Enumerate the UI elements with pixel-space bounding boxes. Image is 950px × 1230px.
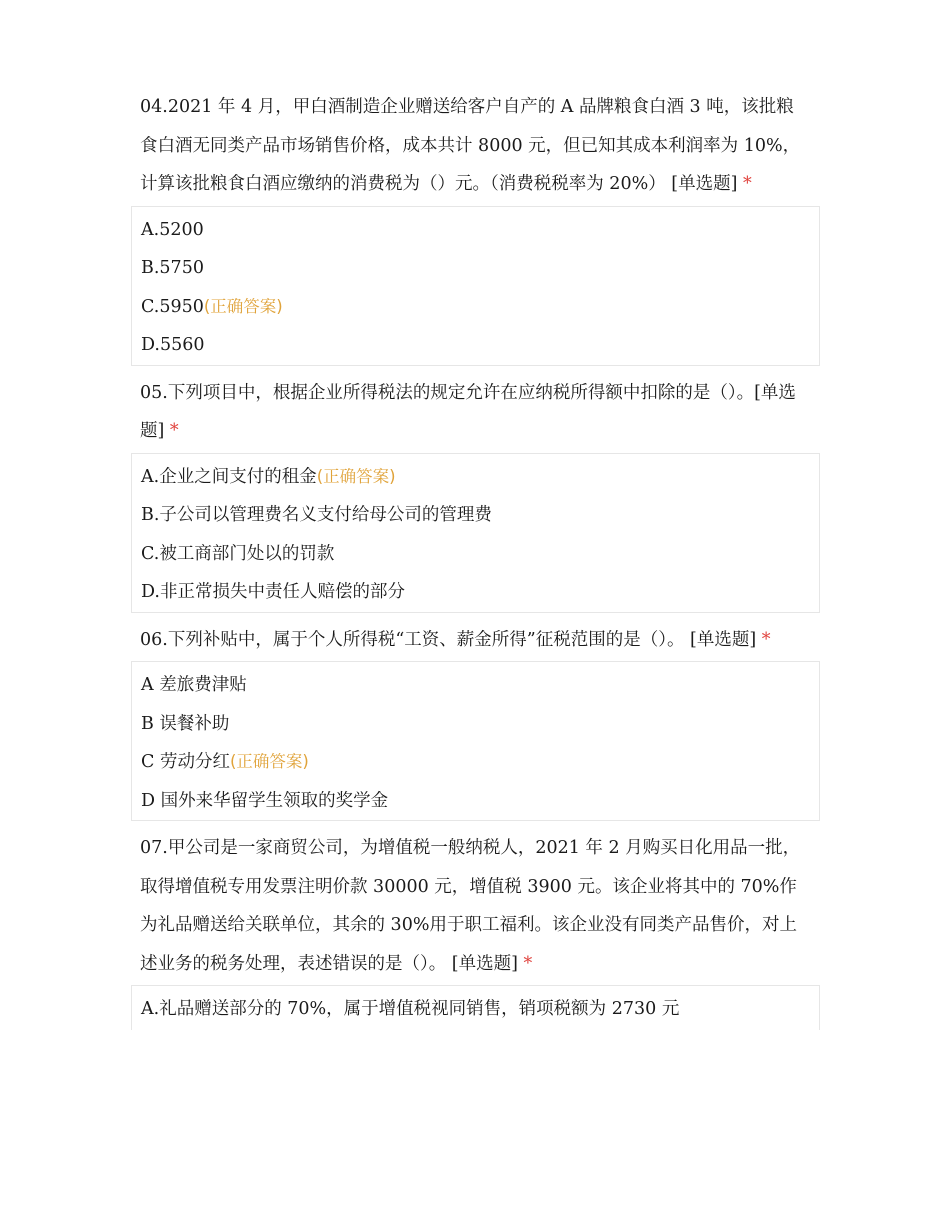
correct-answer-mark: (正确答案) xyxy=(203,296,283,316)
options-box xyxy=(131,453,820,613)
option-d[interactable]: D.5560 xyxy=(141,335,205,355)
option-c[interactable]: C.被工商部门处以的罚款 xyxy=(141,543,335,564)
question-block xyxy=(131,621,820,822)
options-box xyxy=(131,206,820,366)
option-a[interactable]: A.礼品赠送部分的 70%，属于增值税视同销售，销项税额为 2730 元 xyxy=(141,999,680,1019)
options-box xyxy=(131,661,820,821)
option-b[interactable]: B.子公司以管理费名义支付给母公司的管理费 xyxy=(141,505,492,525)
option-a[interactable]: A.5200 xyxy=(141,219,204,240)
option-b[interactable]: B 误餐补助 xyxy=(141,713,230,734)
options-box xyxy=(131,985,820,1030)
option-d[interactable]: D.非正常损失中责任人赔偿的部分 xyxy=(141,582,405,602)
correct-answer-mark: (正确答案) xyxy=(229,752,309,771)
required-mark: * xyxy=(743,174,752,194)
question-text: 05.下列项目中，根据企业所得税法的规定允许在应纳税所得额中扣除的是（）。[单选题] * xyxy=(140,382,796,441)
option-b[interactable]: B.5750 xyxy=(141,258,204,278)
question-block xyxy=(131,88,820,366)
question-list xyxy=(131,88,820,1030)
option-c[interactable]: C.5950(正确答案) xyxy=(141,296,283,317)
required-mark: * xyxy=(761,629,771,650)
option-c[interactable]: C 劳动分红(正确答案) xyxy=(141,752,309,772)
question-block xyxy=(131,829,820,1030)
required-mark: * xyxy=(523,953,533,974)
question-block xyxy=(131,374,820,613)
option-a[interactable]: A.企业之间支付的租金(正确答案) xyxy=(141,466,396,487)
question-text: 06.下列补贴中，属于个人所得税“工资、薪金所得”征税范围的是（）。 [单选题] * xyxy=(140,629,771,650)
question-text: 07.甲公司是一家商贸公司，为增值税一般纳税人，2021 年 2 月购买日化用品一批，取得增值税专用发票注明价款 30000 元，增值税 3900 元。该企业将其中的 70%作为礼品赠送给关联单位，其余的 30%用于职工福利。该企业没有同类产品售价，对上述业务的税务处理，表述错误的是（）。 [单选题] * xyxy=(140,838,801,974)
required-mark: * xyxy=(169,421,179,441)
correct-answer-mark: (正确答案) xyxy=(316,466,396,486)
option-a[interactable]: A 差旅费津贴 xyxy=(141,675,247,695)
option-d[interactable]: D 国外来华留学生领取的奖学金 xyxy=(141,790,389,811)
question-text: 04.2021 年 4 月，甲白酒制造企业赠送给客户自产的 A 品牌粮食白酒 3 吨，该批粮食白酒无同类产品市场销售价格，成本共计 8000 元，但已知其成本利润率为 10%，计算该批粮食白酒应缴纳的消费税为（）元。（消费税税率为 20%） [单选题] * xyxy=(140,97,801,194)
